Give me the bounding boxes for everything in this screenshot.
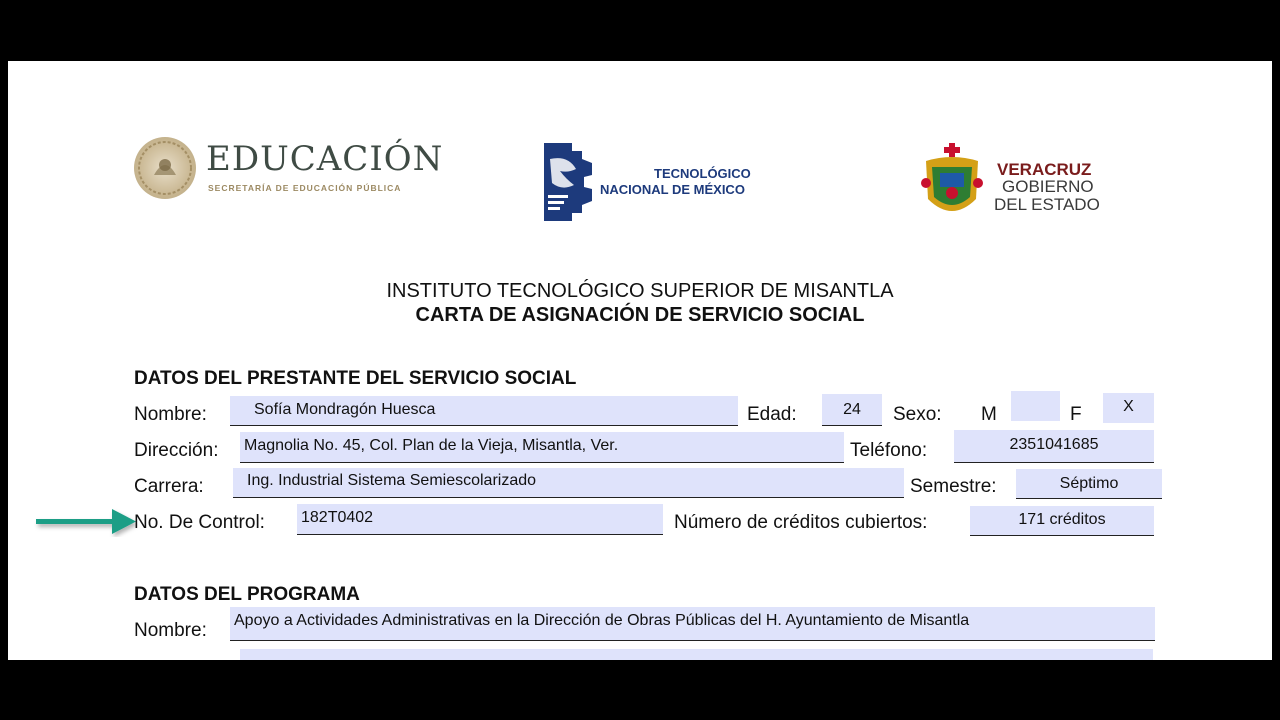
- nombre-label: Nombre:: [134, 404, 207, 425]
- programa-nombre-field[interactable]: Apoyo a Actividades Administrativas en la Dirección de Obras Públicas del H. Ayuntamiento de Misantla: [230, 607, 1155, 641]
- veracruz-logo-line3: DEL ESTADO: [994, 195, 1100, 214]
- direccion-label: Dirección:: [134, 440, 219, 461]
- veracruz-logo-line2: GOBIERNO: [1002, 177, 1094, 196]
- document-title: CARTA DE ASIGNACIÓN DE SERVICIO SOCIAL: [415, 304, 865, 326]
- edad-label: Edad:: [747, 404, 797, 425]
- programa-nombre-field-line2[interactable]: [240, 649, 1153, 660]
- semestre-label: Semestre:: [910, 476, 997, 497]
- control-label: No. De Control:: [134, 512, 265, 533]
- veracruz-coat-of-arms-icon: [920, 143, 984, 225]
- right-arrow-icon: [34, 507, 138, 537]
- mexican-seal-icon: [134, 137, 196, 199]
- sexo-label: Sexo:: [893, 404, 942, 425]
- educacion-logo-subtitle: SECRETARÍA DE EDUCACIÓN PÚBLICA: [208, 183, 402, 193]
- direccion-field[interactable]: Magnolia No. 45, Col. Plan de la Vieja, Misantla, Ver.: [240, 432, 844, 463]
- creditos-label: Número de créditos cubiertos:: [674, 512, 928, 533]
- telefono-label: Teléfono:: [850, 440, 928, 461]
- veracruz-logo-line1: VERACRUZ: [997, 160, 1092, 179]
- semestre-field[interactable]: Séptimo: [1016, 469, 1162, 499]
- institute-name: INSTITUTO TECNOLÓGICO SUPERIOR DE MISANTLA: [386, 280, 894, 302]
- programa-nombre-label: Nombre:: [134, 620, 207, 641]
- nombre-field[interactable]: Sofía Mondragón Huesca: [230, 396, 738, 426]
- telefono-field[interactable]: 2351041685: [954, 430, 1154, 463]
- sexo-f-label: F: [1070, 404, 1082, 425]
- tecnm-logo-line2: NACIONAL DE MÉXICO: [600, 182, 745, 197]
- sexo-m-label: M: [981, 404, 997, 425]
- tecnm-logo-line1: TECNOLÓGICO: [654, 166, 751, 181]
- educacion-logo-title: EDUCACIÓN: [206, 139, 444, 179]
- tecnm-gear-icon: [538, 139, 596, 223]
- carrera-field[interactable]: Ing. Industrial Sistema Semiescolarizado: [233, 468, 904, 498]
- sexo-m-field[interactable]: [1011, 391, 1060, 421]
- prestante-section-title: DATOS DEL PRESTANTE DEL SERVICIO SOCIAL: [134, 368, 577, 389]
- programa-section-title: DATOS DEL PROGRAMA: [134, 584, 360, 605]
- carrera-label: Carrera:: [134, 476, 204, 497]
- document-page: [8, 61, 1272, 660]
- edad-field[interactable]: 24: [822, 394, 882, 426]
- control-field[interactable]: 182T0402: [297, 504, 663, 535]
- sexo-f-field[interactable]: X: [1103, 393, 1154, 423]
- creditos-field[interactable]: 171 créditos: [970, 506, 1154, 536]
